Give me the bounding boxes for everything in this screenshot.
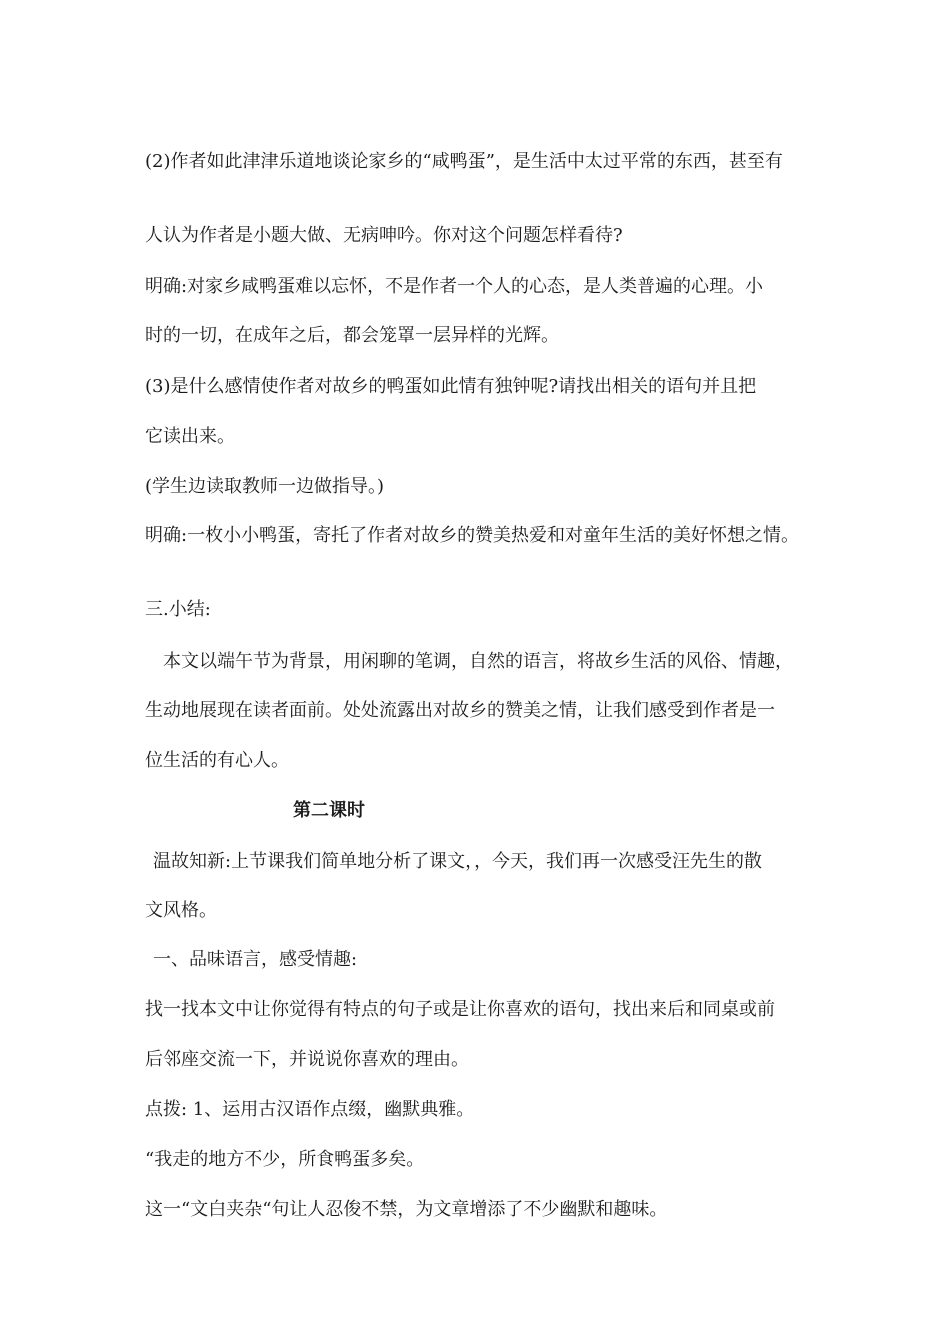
review-text: 温故知新:上节课我们简单地分析了课文，，今天，我们再一次感受汪先生的散 xyxy=(153,851,763,872)
section-1-heading: 一、品味语言，感受情趣: xyxy=(153,949,358,970)
answer-2-text: 明确:对家乡咸鸭蛋难以忘怀，不是作者一个人的心态，是人类普遍的心理。小 xyxy=(145,276,764,297)
summary-text-end: 位生活的有心人。 xyxy=(145,750,289,771)
summary-heading: 三.小结: xyxy=(145,599,211,620)
task-text-cont: 后邻座交流一下，并说说你喜欢的理由。 xyxy=(145,1049,469,1070)
question-2-text-cont: 人认为作者是小题大做、无病呻吟。你对这个问题怎样看待? xyxy=(145,225,623,246)
quote-comment: 这一“文白夹杂“句让人忍俊不禁，为文章增添了不少幽默和趣味。 xyxy=(145,1199,668,1220)
question-3-text-cont: 它读出来。 xyxy=(145,426,235,447)
review-text-cont: 文风格。 xyxy=(145,900,217,921)
question-2-text: (2)作者如此津津乐道地谈论家乡的“咸鸭蛋”，是生活中太过平常的东西，甚至有 xyxy=(145,151,783,172)
activity-note: (学生边读取教师一边做指导。) xyxy=(145,476,385,497)
question-3-text: (3)是什么感情使作者对故乡的鸭蛋如此情有独钟呢?请找出相关的语句并且把 xyxy=(145,376,757,397)
answer-3-text: 明确:一枚小小鸭蛋，寄托了作者对故乡的赞美热爱和对童年生活的美好怀想之情。 xyxy=(145,525,800,546)
lesson-2-heading: 第二课时 xyxy=(293,800,365,821)
answer-2-text-cont: 时的一切，在成年之后，都会笼罩一层异样的光辉。 xyxy=(145,325,559,346)
task-text: 找一找本文中让你觉得有特点的句子或是让你喜欢的语句，找出来后和同桌或前 xyxy=(145,999,775,1020)
hint-1-text: 点拨: 1、运用古汉语作点缀，幽默典雅。 xyxy=(145,1099,475,1120)
summary-text: 本文以端午节为背景，用闲聊的笔调，自然的语言，将故乡生活的风俗、情趣， xyxy=(163,651,793,672)
summary-text-cont: 生动地展现在读者面前。处处流露出对故乡的赞美之情，让我们感受到作者是一 xyxy=(145,700,775,721)
quote-text: “我走的地方不少，所食鸭蛋多矣。 xyxy=(145,1149,425,1170)
